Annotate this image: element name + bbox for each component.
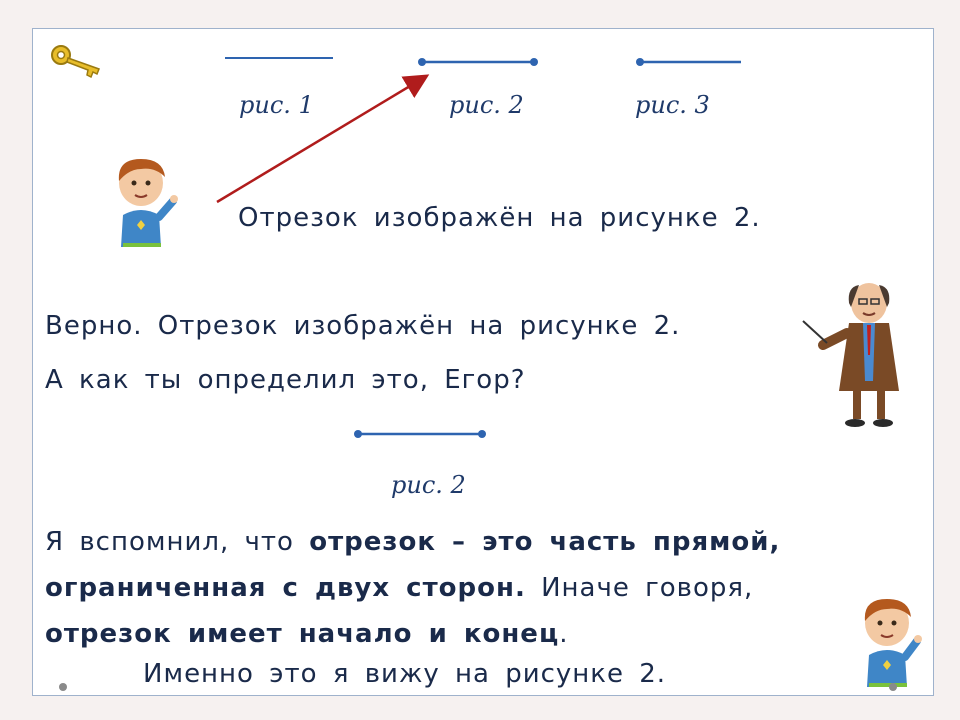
teacher-line-2: А как ты определил это, Егор? [45,365,526,395]
teacher-icon [803,281,915,431]
answer-line-1 [45,527,780,557]
answer-line-2-bold: ограниченная с двух сторон. [45,573,526,603]
answer-line-2 [45,573,753,603]
decorative-dot-left [59,683,67,691]
boy-icon [111,153,181,249]
slide [32,28,934,696]
answer-line-3-normal: . [559,619,569,649]
answer-line-3-bold: отрезок имеет начало и конец [45,619,560,649]
answer-line-4: Именно это я вижу на рисунке 2. [143,659,667,689]
answer-line-2-normal: Иначе говоря, [525,573,754,603]
bottom-figure-2-segment [353,427,487,441]
student-statement: Отрезок изображён на рисунке 2. [238,203,761,233]
decorative-dot-right [889,683,897,691]
answer-line-1-normal: Я вспомнил, что [45,527,310,557]
figure-2-label: рис. 2 [449,91,524,119]
answer-line-3 [45,619,568,649]
boy-icon-bottom [857,593,923,689]
figure-3-label: рис. 3 [635,91,710,119]
figure-1-label: рис. 1 [239,91,314,119]
teacher-line-1: Верно. Отрезок изображён на рисунке 2. [45,311,681,341]
answer-line-1-bold: отрезок – это часть прямой, [309,527,781,557]
bottom-figure-2-label: рис. 2 [391,471,466,499]
